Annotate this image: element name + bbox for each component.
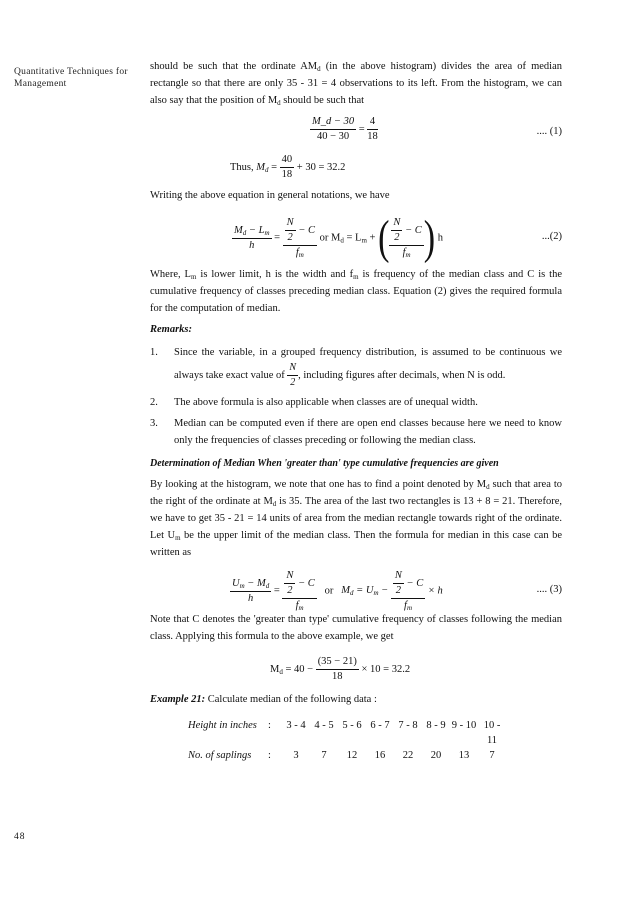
running-head: Quantitative Techniques for Management <box>14 67 128 89</box>
list-item: 2. The above formula is also applicable when classes are of unequal width. <box>150 397 478 408</box>
paragraph-4: By looking at the histogram, we note that one has to find a point denoted by $M_d$ such that area to the right of the ordinate at $M_d$ is 35. The area of the last two rectangles is 13 + 8 = 21. Therefore, we have to get 35 - 21 = 14 units of area from the median rectangle towards right of the ordinate. Let $U_m$ be the upper limit of the median class. Then the formula for median in this case can be written as <box>150 479 562 558</box>
table-row: Height in inches : 3 - 4 4 - 5 5 - 6 6 - 7 7 - 8 8 - 9 9 - 10 10 - 11 <box>188 720 501 746</box>
equation-4: $M_d = 40$ − $\frac{(35 - 21)}{18}$ × 10 = 32.2 <box>270 656 411 682</box>
example-line: Example 21: Calculate median of the following data : <box>150 694 377 705</box>
equation-1: $\frac{M\_d - 30}{40 - 30}$ = $\frac{4}{18}$ .... (1) <box>312 116 562 142</box>
remarks-title: Remarks: <box>150 324 192 335</box>
remarks-list <box>150 344 562 449</box>
paragraph-3: Where, $L_m$ is lower limit, h is the width and $f_m$ is frequency of the median class and C is the cumulative frequency of classes preceding median class. Equation (2) gives the required formula for the computation of median. <box>150 269 562 314</box>
table-row: No. of saplings : 3 7 12 16 22 20 13 7 <box>188 750 495 761</box>
page-number: 48 <box>14 832 26 842</box>
list-item: 1. Since the variable, in a grouped frequency distribution, is assumed to be continuous we always take exact value of $\frac{N}{2}$ , including figures after decimals, when N is odd. <box>150 347 562 388</box>
paragraph-5: Note that C denotes the 'greater than type' cumulative frequency of classes following the median class. Applying this formula to the above example, we get <box>150 614 562 642</box>
equation-2: $\frac{M_d - L_m}{h}$ = $\frac{N}{2}$ − C $f_m$ or $M_d = L_m$ + ( $\frac{N}{2}$ − C $f_m$ ) h ...(2) <box>234 212 562 264</box>
paragraph-1: should be such that the ordinate $AM_d$ (in the above histogram) divides the area of median rectangle so that there are only 35 - 31 = 4 observations to its left. From the histogram, we can also say that the position of $M_d$ should be such that <box>150 61 563 107</box>
data-table <box>188 718 562 763</box>
list-item: 3. Median can be computed even if there are open end classes because here we need to know only the frequencies of classes preceding or following the median class. <box>150 418 562 446</box>
main-content <box>150 58 562 763</box>
equation-thus: Thus, $M_d$ = $\frac{40}{18}$ + 30 = 32.2 <box>230 154 346 180</box>
equation-3: $\frac{U_m - M_d}{h}$ = $\frac{N}{2}$ − C $f_m$ or $M_d = U_m$ − $\frac{N}{2}$ − C $f_m$ × h .... (3) <box>232 570 562 612</box>
section-heading: Determination of Median When 'greater than' type cumulative frequencies are given <box>150 458 499 469</box>
paragraph-2: Writing the above equation in general notations, we have <box>150 190 390 201</box>
